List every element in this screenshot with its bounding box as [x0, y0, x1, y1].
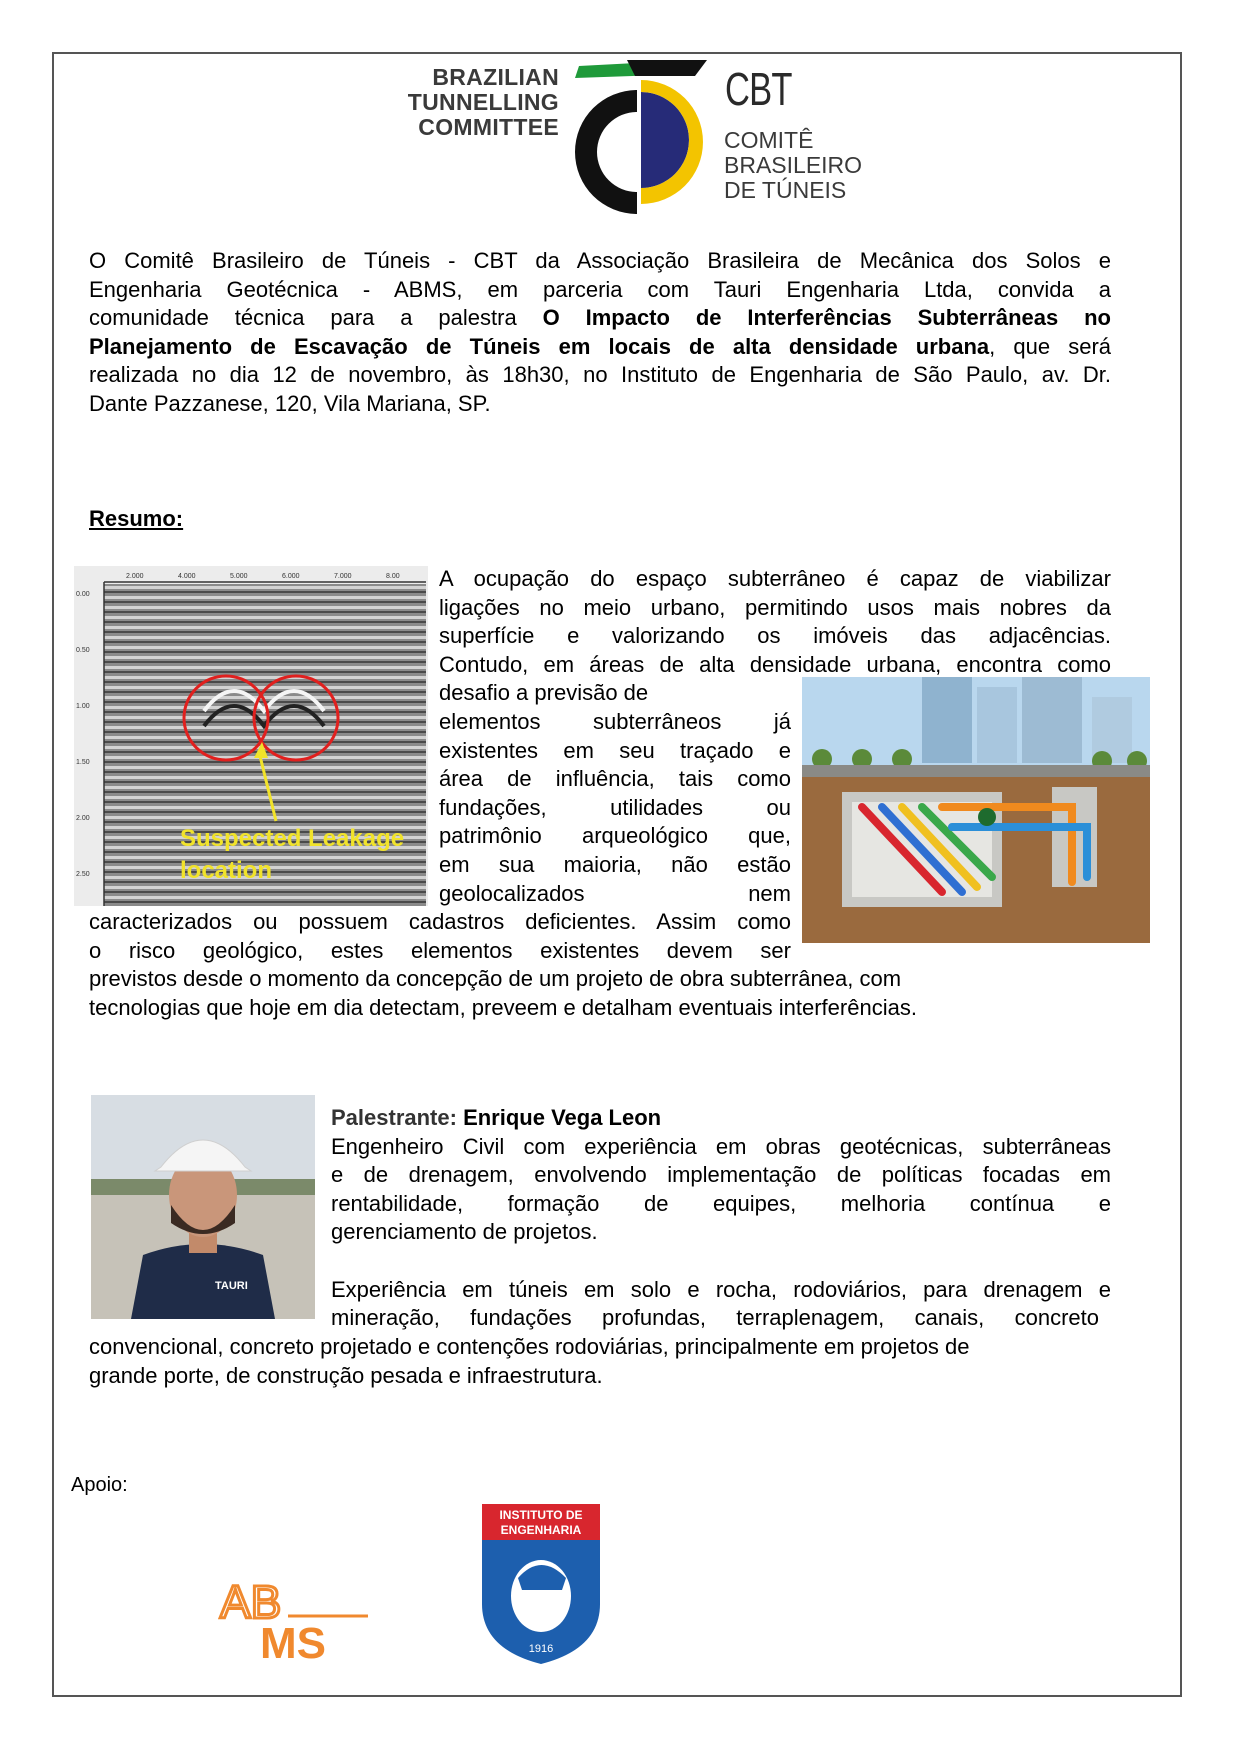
- logo-line-1: BRAZILIAN: [432, 64, 559, 90]
- bio-line: mineração, fundações profundas, terraplenagem, canais, concreto: [331, 1305, 1099, 1331]
- shirt-logo-text: TAURI: [215, 1280, 248, 1292]
- x-tick-label: 4.000: [178, 573, 196, 580]
- logo-english-name: [384, 65, 559, 140]
- ie-logo-year: 1916: [528, 1643, 554, 1655]
- gpr-caption-line-2: location: [180, 857, 273, 884]
- speaker-block: [331, 1104, 1111, 1333]
- bio-line: Engenheiro Civil com experiência em obras geotécnicas, subterrâneas: [331, 1133, 1111, 1159]
- logo-abbreviation: CBT: [725, 63, 792, 115]
- resumo-line: existentes em seu traçado e: [439, 737, 791, 763]
- support-label: Apoio:: [71, 1474, 128, 1496]
- resumo-line: fundações, utilidades ou: [439, 794, 791, 820]
- bio-line: Experiência em túneis em solo e rocha, rodoviários, para drenagem e: [331, 1276, 1111, 1302]
- resumo-line: em sua maioria, não estão: [439, 851, 791, 877]
- shirt: [131, 1244, 275, 1319]
- abms-logo: [218, 1580, 374, 1660]
- x-tick-label: 6.000: [282, 573, 300, 580]
- speaker-bio-continued: [89, 1333, 1111, 1390]
- intro-line: comunidade técnica para a palestra O Impacto de Interferências Subterrâneas no: [89, 305, 1111, 331]
- talk-title: O Impacto de Interferências Subterrâneas no: [542, 305, 1111, 331]
- talk-title-continued: Planejamento de Escavação de Túneis em locais de alta densidade urbana: [89, 333, 990, 359]
- emblem-black-arc: [575, 90, 637, 214]
- resumo-line: caracterizados ou possuem cadastros deficientes. Assim como: [89, 909, 791, 935]
- x-tick-label: 2.000: [126, 573, 144, 580]
- resumo-line: ligações no meio urbano, permitindo usos mais nobres da: [439, 594, 1111, 620]
- bio-line: e de drenagem, envolvendo implementação de políticas focadas em: [331, 1162, 1111, 1188]
- x-tick-label: 7.000: [334, 573, 352, 580]
- intro-line: Dante Pazzanese, 120, Vila Mariana, SP.: [89, 390, 491, 416]
- abms-logo-top: AB: [220, 1580, 282, 1628]
- resumo-line: tecnologias que hoje em dia detectam, preveem e detalham eventuais interferências.: [89, 994, 917, 1020]
- cbt-emblem: [575, 58, 715, 216]
- resumo-line: previstos desde o momento da concepção de um projeto de obra subterrânea, com: [89, 966, 902, 992]
- y-tick-label: 0.50: [76, 647, 90, 654]
- resumo-heading: Resumo:: [89, 506, 184, 531]
- abms-logo-bottom: MS: [260, 1619, 326, 1660]
- logo-line-3: COMMITTEE: [418, 114, 559, 140]
- y-tick-label: 2.00: [76, 815, 90, 822]
- bio-line: grande porte, de construção pesada e infraestrutura.: [89, 1362, 603, 1388]
- logo-portuguese-name: [724, 128, 862, 203]
- speaker-label: Palestrante:: [331, 1105, 464, 1130]
- resumo-line: desafio a previsão de: [439, 680, 649, 706]
- resumo-line: superfície e valorizando os imóveis das adjacências.: [439, 623, 1111, 649]
- y-tick-label: 1.50: [76, 759, 90, 766]
- speaker-name: Enrique Vega Leon: [463, 1105, 662, 1130]
- emblem-black-bar: [627, 60, 707, 76]
- logo-pt-line-3: DE TÚNEIS: [724, 177, 847, 203]
- logo-line-2: TUNNELLING: [407, 89, 559, 115]
- bio-line: gerenciamento de projetos.: [331, 1219, 598, 1245]
- ie-logo-line-1: INSTITUTO DE: [499, 1508, 583, 1522]
- resumo-line: Contudo, em áreas de alta densidade urbana, encontra como: [439, 651, 1111, 677]
- x-tick-label: 8.00: [386, 573, 400, 580]
- intro-line: O Comitê Brasileiro de Túneis - CBT da Associação Brasileira de Mecânica dos Solos e: [89, 248, 1111, 273]
- resumo-line: elementos subterrâneos já: [439, 708, 791, 734]
- y-tick-label: 1.00: [76, 703, 90, 710]
- resumo-line: área de influência, tais como: [439, 766, 791, 792]
- x-tick-label: 5.000: [230, 573, 248, 580]
- intro-line: realizada no dia 12 de novembro, às 18h30, no Instituto de Engenharia de São Paulo, av. Dr.: [89, 362, 1111, 388]
- ie-logo-line-2: ENGENHARIA: [500, 1523, 582, 1537]
- resumo-line: patrimônio arqueológico que,: [439, 823, 791, 849]
- intro-paragraph: [89, 247, 1111, 419]
- logo-pt-line-2: BRASILEIRO: [724, 152, 863, 178]
- intro-line: Planejamento de Escavação de Túneis em locais de alta densidade urbana, que será: [89, 333, 1112, 359]
- resumo-line: geolocalizados nem: [439, 880, 791, 906]
- resumo-line: A ocupação do espaço subterrâneo é capaz de viabilizar: [439, 566, 1111, 591]
- y-tick-label: 2.50: [76, 871, 90, 878]
- bio-line: convencional, concreto projetado e contenções rodoviárias, principalmente em projetos de: [89, 1334, 970, 1359]
- resumo-line: o risco geológico, estes elementos existentes devem ser: [89, 937, 791, 963]
- gpr-caption-line-1: Suspected Leakage: [180, 825, 405, 852]
- resumo-paragraph: [89, 565, 1111, 1023]
- logo-pt-line-1: COMITÊ: [724, 127, 814, 153]
- instituto-engenharia-logo: [482, 1504, 600, 1664]
- speaker-photo: [91, 1095, 315, 1319]
- y-tick-label: 0.00: [76, 591, 90, 598]
- intro-line: Engenharia Geotécnica - ABMS, em parceria com Tauri Engenharia Ltda, convida a: [89, 276, 1111, 302]
- speaker-heading: [331, 1104, 1111, 1133]
- bio-line: rentabilidade, formação de equipes, melhoria contínua e: [331, 1190, 1111, 1216]
